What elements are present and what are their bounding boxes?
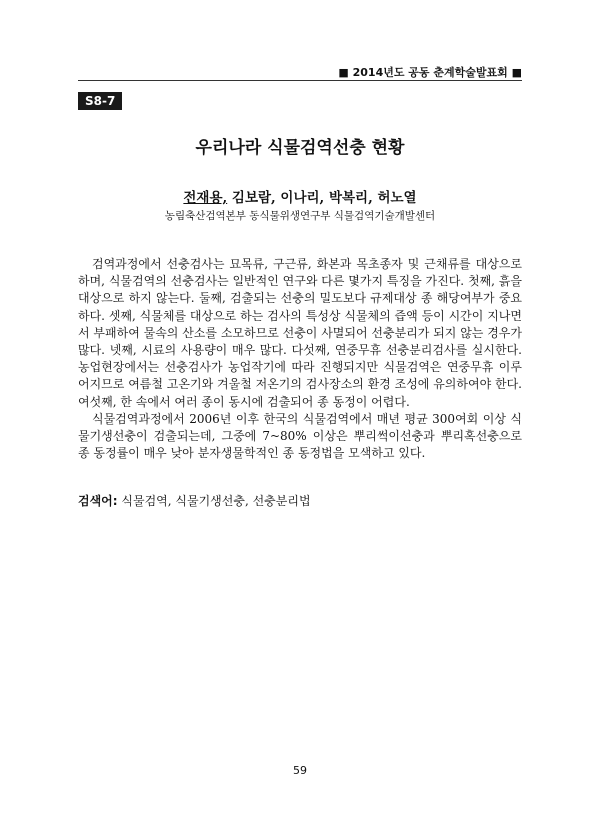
- keywords-value: 식물검역, 식물기생선충, 선충분리법: [117, 494, 311, 508]
- session-badge: S8-7: [78, 92, 122, 110]
- affiliation: 농림축산검역본부 동식물위생연구부 식물검역기술개발센터: [164, 210, 436, 222]
- co-authors: 김보람, 이나리, 박복리, 허노열: [227, 190, 417, 206]
- abstract-paragraph: 검역과정에서 선충검사는 묘목류, 구근류, 화본과 목초종자 및 근채류를 대상으로 하며, 식물검역의 선충검사는 일반적인 연구와 다른 몇가지 특징을 가진다. 첫째, 흙을 대상으로 하지 않는다. 둘째, 검출되는 선충의 밀도보다 규제대상 종 해당여부가 중요하다. 셋째, 식물체를 대상으로 하는 검사의 특성상 식물체의 즙액 등이 시간이 지나면서 부패하여 물속의 산소를 소모하므로 선충이 사멸되어 선충분리가 되지 않는 경우가 많다. 넷째, 시료의 사용량이 매우 많다. 다섯째, 연중무휴 선충분리검사를 실시한다. 농업현장에서는 선충검사가 농업작기에 따라 진행되지만 식물검역은 연중무휴 이루어지므로 여름철 고온기와 겨울철 저온기의 검사장소의 환경 조성에 유의하여야 한다. 여섯째, 한 속에서 여러 종이 동시에 검출되어 종 동정이 어렵다.: [78, 257, 522, 409]
- keywords-label: 검색어:: [78, 494, 118, 508]
- abstract-body: [78, 256, 522, 462]
- abstract-paragraph: 식물검역과정에서 2006년 이후 한국의 식물검역에서 매년 평균 300여회 이상 식물기생선충이 검출되는데, 그중에 7~80% 이상은 뿌리썩이선충과 뿌리혹선충으로 종 동정률이 매우 낮아 분자생물학적인 종 동정법을 모색하고 있다.: [78, 411, 522, 461]
- page-number: 59: [293, 764, 307, 777]
- conference-header: ■ 2014년도 공동 춘계학술발표회 ■: [338, 66, 522, 79]
- paper-title: 우리나라 식물검역선충 현황: [195, 138, 405, 158]
- author-list: [78, 186, 522, 206]
- keywords-line: [78, 492, 522, 509]
- header-rule: [78, 80, 522, 81]
- lead-author: 전재용,: [183, 190, 228, 206]
